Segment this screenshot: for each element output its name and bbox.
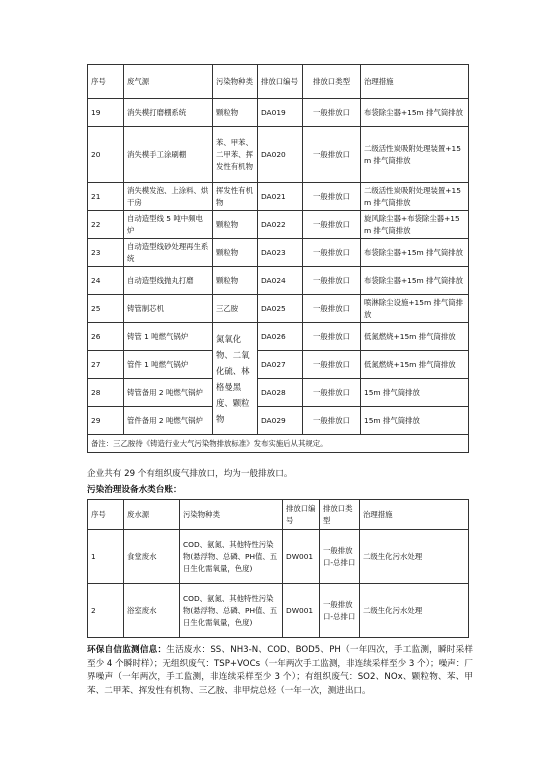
header-cell: 排放口编号 (283, 500, 320, 530)
outlet-code: DA027 (258, 351, 303, 379)
table-note-row (88, 435, 469, 453)
treatment: 布袋除尘器+15m 排气筒排放 (361, 267, 469, 295)
row-number: 29 (88, 407, 124, 435)
table-row (88, 407, 469, 435)
outlet-code: DA025 (258, 295, 303, 323)
water-ledger-title: 污染治理设备水类台账： (87, 485, 182, 495)
table-row (88, 183, 469, 211)
treatment: 15m 排气筒排放 (361, 407, 469, 435)
outlet-code: DA019 (258, 99, 303, 127)
row-number: 1 (88, 530, 124, 584)
outlet-code: DW001 (283, 530, 320, 584)
row-number: 25 (88, 295, 124, 323)
summary-line: 企业共有 29 个有组织废气排放口，均为一般排放口。 (87, 469, 293, 479)
outlet-code: DA026 (258, 323, 303, 351)
outlet-code: DA024 (258, 267, 303, 295)
pollutant: 挥发性有机物 (213, 183, 258, 211)
table-row (88, 351, 469, 379)
row-number: 27 (88, 351, 124, 379)
gas-source: 铸管制芯机 (124, 295, 213, 323)
table-row (88, 239, 469, 267)
monitoring-text: 生活废水：SS、NH3-N、COD、BOD5、PH（一年四次，手工监测，瞬时采样至少 4 个瞬时样）；无组织废气：TSP+VOCs（一年两次手工监测，非连续采样至少 3 个）；噪声：厂界噪声（一年两次，手工监测，非连续采样至少 3 个）；有组织废气：SO2、NOx、颗粒物、苯、甲苯、二甲苯、挥发性有机物、三乙胺、非甲烷总烃（一年一次，测进出口。 (87, 645, 473, 696)
pollutant: COD、氨氮、其他特性污染物(悬浮物、总磷、PH值、五日生化需氧量，色度) (180, 584, 283, 638)
row-number: 26 (88, 323, 124, 351)
pollutant: COD、氨氮、其他特性污染物(悬浮物、总磷、PH值、五日生化需氧量，色度) (180, 530, 283, 584)
table-note: 备注：三乙胺待《铸造行业大气污染物排放标准》发布实施后从其规定。 (88, 435, 469, 453)
header-cell: 污染物种类 (180, 500, 283, 530)
water-source: 浴室废水 (124, 584, 180, 638)
outlet-type: 一般排放口-总排口 (320, 530, 360, 584)
treatment: 二级生化污水处理 (360, 530, 469, 584)
row-number: 23 (88, 239, 124, 267)
table-row (88, 379, 469, 407)
outlet-type: 一般排放口 (303, 295, 361, 323)
row-number: 21 (88, 183, 124, 211)
outlet-type: 一般排放口 (303, 267, 361, 295)
outlet-type: 一般排放口 (303, 239, 361, 267)
table-row (88, 211, 469, 239)
row-number: 19 (88, 99, 124, 127)
table-row (88, 584, 469, 638)
outlet-type: 一般排放口 (303, 323, 361, 351)
outlet-code: DA022 (258, 211, 303, 239)
outlet-code: DA028 (258, 379, 303, 407)
outlet-type: 一般排放口 (303, 99, 361, 127)
treatment: 布袋除尘器+15m 排气筒排放 (361, 99, 469, 127)
table-row (88, 530, 469, 584)
gas-source: 消失模手工涂刷棚 (124, 127, 213, 183)
treatment: 旋风除尘器+布袋除尘器+15m 排气筒排放 (361, 211, 469, 239)
pollutant: 苯、甲苯、二甲苯、挥发性有机物 (213, 127, 258, 183)
treatment: 二级活性炭吸附处理装置+15m 排气筒排放 (361, 127, 469, 183)
pollutant: 三乙胺 (213, 295, 258, 323)
outlet-type: 一般排放口-总排口 (320, 584, 360, 638)
header-cell: 排放口类型 (320, 500, 360, 530)
outlet-type: 一般排放口 (303, 379, 361, 407)
treatment: 低氮燃烧+15m 排气筒排放 (361, 323, 469, 351)
table-row (88, 267, 469, 295)
row-number: 24 (88, 267, 124, 295)
gas-source: 自动造型线砂处理再生系统 (124, 239, 213, 267)
pollutant: 颗粒物 (213, 267, 258, 295)
table-row (88, 127, 469, 183)
header-cell: 序号 (88, 500, 124, 530)
gas-source: 管件 1 吨燃气锅炉 (124, 351, 213, 379)
outlet-type: 一般排放口 (303, 351, 361, 379)
outlet-code: DA021 (258, 183, 303, 211)
header-cell: 废气源 (124, 65, 213, 99)
monitoring-info-paragraph (87, 644, 473, 698)
monitoring-title: 环保自信监测信息： (87, 645, 167, 655)
table-header-row (88, 500, 469, 530)
outlet-code: DA023 (258, 239, 303, 267)
gas-source: 自动造型线 5 吨中频电炉 (124, 211, 213, 239)
outlet-type: 一般排放口 (303, 407, 361, 435)
treatment: 低氮燃烧+15m 排气筒排放 (361, 351, 469, 379)
gas-source: 消失模发泡、上涂料、烘干房 (124, 183, 213, 211)
row-number: 20 (88, 127, 124, 183)
row-number: 2 (88, 584, 124, 638)
gas-source: 铸管 1 吨燃气锅炉 (124, 323, 213, 351)
outlet-code: DA020 (258, 127, 303, 183)
table-row (88, 323, 469, 351)
waste-water-table (87, 499, 469, 638)
treatment: 15m 排气筒排放 (361, 379, 469, 407)
row-number: 22 (88, 211, 124, 239)
treatment: 二级生化污水处理 (360, 584, 469, 638)
table-row (88, 99, 469, 127)
outlet-type: 一般排放口 (303, 211, 361, 239)
table-header-row (88, 65, 469, 99)
water-source: 食堂废水 (124, 530, 180, 584)
row-number: 28 (88, 379, 124, 407)
treatment: 布袋除尘器+15m 排气筒排放 (361, 239, 469, 267)
header-cell: 排放口类型 (303, 65, 361, 99)
header-cell: 污染物种类 (213, 65, 258, 99)
pollutant: 颗粒物 (213, 211, 258, 239)
treatment: 喷淋除尘设施+15m 排气筒排放 (361, 295, 469, 323)
outlet-type: 一般排放口 (303, 183, 361, 211)
outlet-code: DW001 (283, 584, 320, 638)
outlet-code: DA029 (258, 407, 303, 435)
gas-source: 消失模打磨棚系统 (124, 99, 213, 127)
outlet-type: 一般排放口 (303, 127, 361, 183)
gas-source: 管件备用 2 吨燃气锅炉 (124, 407, 213, 435)
table-row (88, 295, 469, 323)
pollutant: 颗粒物 (213, 239, 258, 267)
gas-source: 铸管备用 2 吨燃气锅炉 (124, 379, 213, 407)
treatment: 二级活性炭吸附处理装置+15m 排气筒排放 (361, 183, 469, 211)
header-cell: 排放口编号 (258, 65, 303, 99)
pollutant: 颗粒物 (213, 99, 258, 127)
header-cell: 序号 (88, 65, 124, 99)
waste-gas-table (87, 64, 469, 453)
pollutant-merged: 氮氧化物、二氧化硫、林格曼黑度、颗粒物 (213, 323, 258, 435)
header-cell: 废水源 (124, 500, 180, 530)
header-cell: 治理措施 (361, 65, 469, 99)
gas-source: 自动造型线抛丸打磨 (124, 267, 213, 295)
header-cell: 治理措施 (360, 500, 469, 530)
